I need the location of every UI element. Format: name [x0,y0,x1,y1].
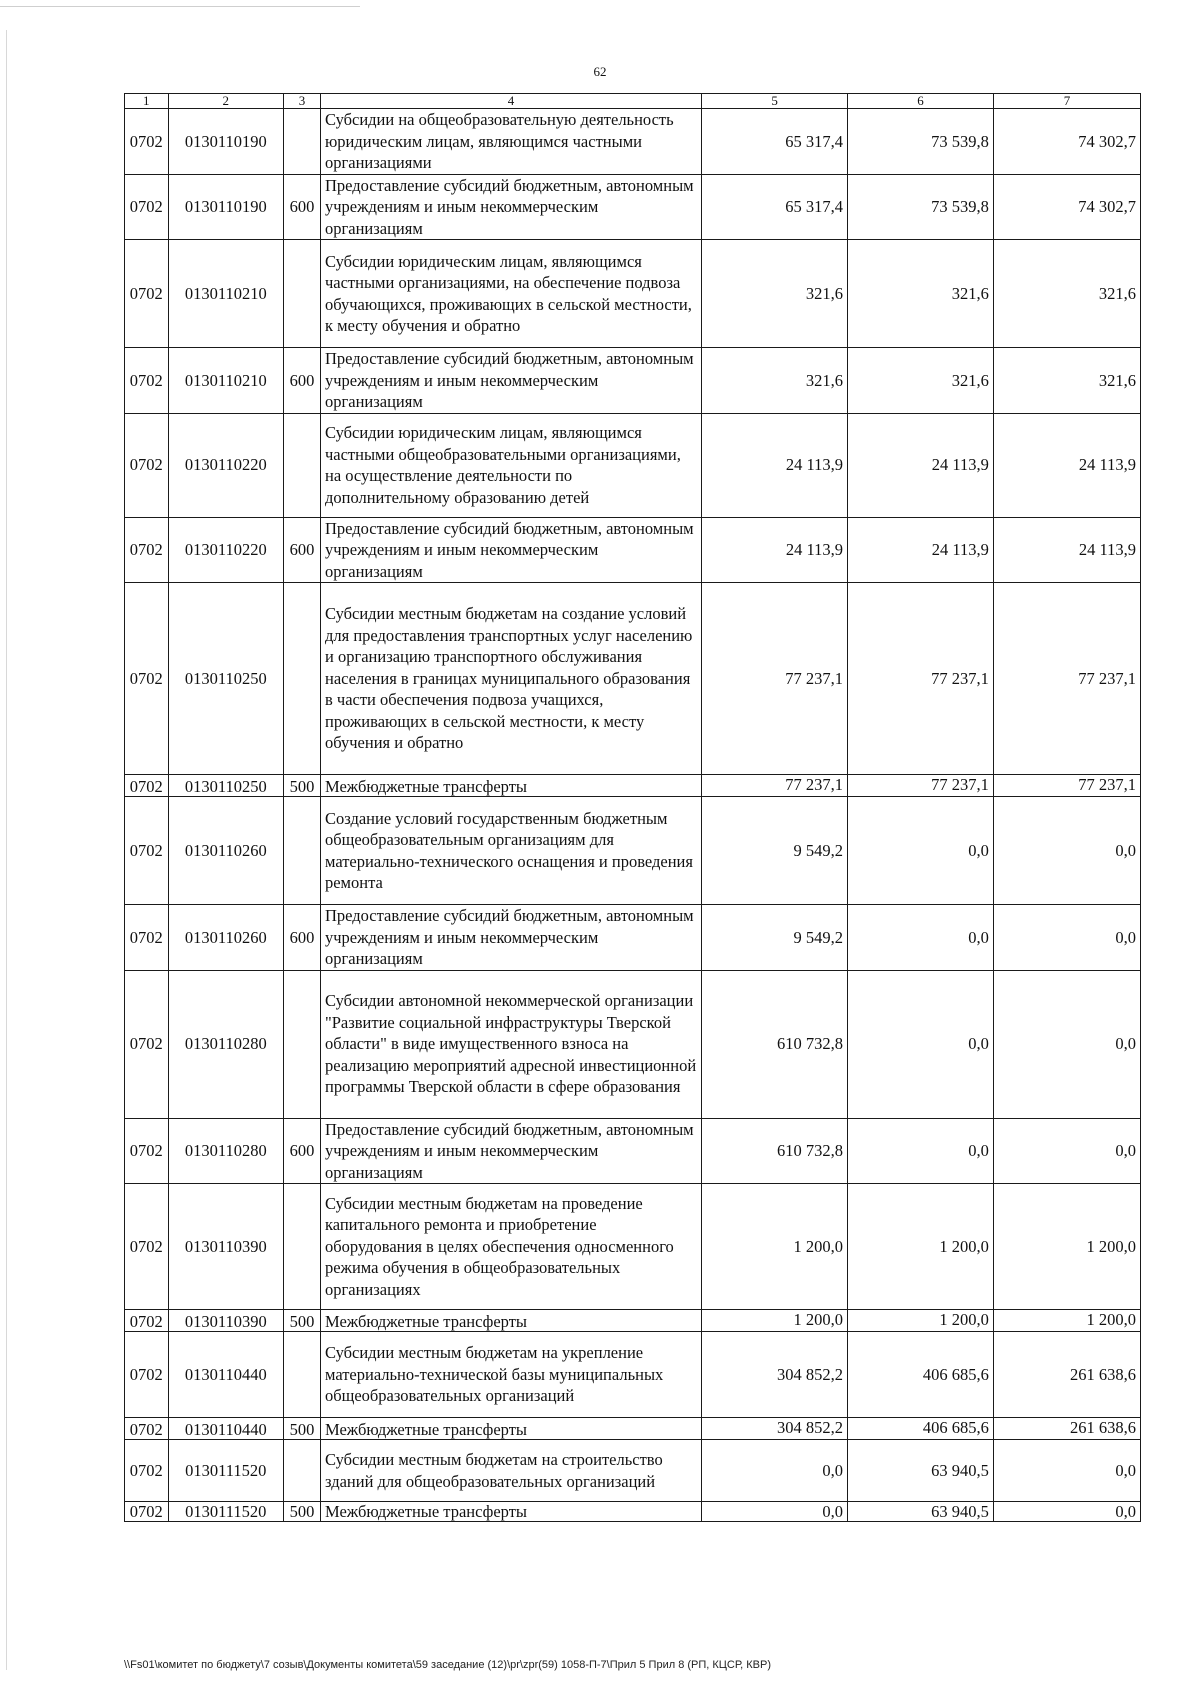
amount-col5-cell: 77 237,1 [702,775,848,797]
amount-col7-cell: 0,0 [993,970,1140,1118]
table-row [125,1332,1141,1418]
section-code-cell: 0702 [125,775,169,797]
amount-col7-cell: 321,6 [993,240,1140,348]
expense-type-cell [283,1332,320,1418]
amount-col7-cell: 77 237,1 [993,775,1140,797]
item-name-cell: Межбюджетные трансферты [320,1418,701,1440]
amount-col7-cell: 321,6 [993,348,1140,414]
section-code-cell: 0702 [125,583,169,775]
item-name-cell: Предоставление субсидий бюджетным, автономным учреждениям и иным некоммерческим организациям [320,174,701,240]
section-code-cell: 0702 [125,413,169,517]
amount-col7-cell: 24 113,9 [993,517,1140,583]
item-name-cell: Субсидии на общеобразовательную деятельность юридическим лицам, являющимся частными организациями [320,109,701,175]
column-header: 4 [320,94,701,109]
table-row [125,240,1141,348]
item-name-cell: Предоставление субсидий бюджетным, автономным учреждениям и иным некоммерческим организациям [320,348,701,414]
section-code-cell: 0702 [125,174,169,240]
item-name-cell: Субсидии автономной некоммерческой организации "Развитие социальной инфраструктуры Тверской области" в виде имущественного взноса на реализацию мероприятий адресной инвестиционной программы Тверской области в сфере образования [320,970,701,1118]
amount-col5-cell: 24 113,9 [702,517,848,583]
amount-col5-cell: 610 732,8 [702,1118,848,1184]
section-code-cell: 0702 [125,348,169,414]
expense-type-cell: 600 [283,174,320,240]
table-row [125,1118,1141,1184]
column-header: 1 [125,94,169,109]
section-code-cell: 0702 [125,1310,169,1332]
section-code-cell: 0702 [125,1440,169,1502]
target-article-cell: 0130110210 [168,240,283,348]
amount-col6-cell: 77 237,1 [848,583,994,775]
table-row [125,775,1141,797]
target-article-cell: 0130111520 [168,1502,283,1522]
item-name-cell: Предоставление субсидий бюджетным, автономным учреждениям и иным некоммерческим организациям [320,1118,701,1184]
section-code-cell: 0702 [125,1418,169,1440]
target-article-cell: 0130110440 [168,1332,283,1418]
amount-col5-cell: 1 200,0 [702,1184,848,1310]
item-name-cell: Субсидии юридическим лицам, являющимся частными организациями, на обеспечение подвоза обучающихся, проживающих в сельской местности, к месту обучения и обратно [320,240,701,348]
amount-col6-cell: 73 539,8 [848,109,994,175]
table-row [125,1502,1141,1522]
amount-col5-cell: 9 549,2 [702,905,848,971]
amount-col5-cell: 65 317,4 [702,174,848,240]
target-article-cell: 0130110250 [168,775,283,797]
amount-col7-cell: 24 113,9 [993,413,1140,517]
expense-type-cell: 500 [283,775,320,797]
amount-col5-cell: 77 237,1 [702,583,848,775]
amount-col6-cell: 1 200,0 [848,1184,994,1310]
amount-col6-cell: 24 113,9 [848,413,994,517]
expense-type-cell [283,970,320,1118]
table-row [125,413,1141,517]
target-article-cell: 0130110190 [168,109,283,175]
expense-type-cell: 500 [283,1418,320,1440]
expense-type-cell: 600 [283,348,320,414]
budget-table [124,93,1141,1522]
file-path-footer: \\Fs01\комитет по бюджету\7 созыв\Документы комитета\59 заседание (12)\pr\zpr(59) 1058-П-7\Прил 5 Прил 8 (РП, КЦСР, КВР) [124,1659,771,1671]
section-code-cell: 0702 [125,1118,169,1184]
amount-col6-cell: 321,6 [848,240,994,348]
scan-margin-line [6,30,7,1670]
table-header-row [125,94,1141,109]
target-article-cell: 0130110260 [168,797,283,905]
target-article-cell: 0130110280 [168,1118,283,1184]
target-article-cell: 0130110220 [168,413,283,517]
table-row [125,517,1141,583]
target-article-cell: 0130110260 [168,905,283,971]
table-row [125,1418,1141,1440]
expense-type-cell: 500 [283,1310,320,1332]
amount-col6-cell: 0,0 [848,1118,994,1184]
expense-type-cell [283,1184,320,1310]
section-code-cell: 0702 [125,905,169,971]
amount-col5-cell: 65 317,4 [702,109,848,175]
target-article-cell: 0130110190 [168,174,283,240]
amount-col5-cell: 0,0 [702,1440,848,1502]
item-name-cell: Субсидии местным бюджетам на строительство зданий для общеобразовательных организаций [320,1440,701,1502]
target-article-cell: 0130110390 [168,1184,283,1310]
section-code-cell: 0702 [125,240,169,348]
amount-col6-cell: 406 685,6 [848,1418,994,1440]
amount-col6-cell: 0,0 [848,970,994,1118]
table-row [125,109,1141,175]
expense-type-cell [283,1440,320,1502]
amount-col6-cell: 24 113,9 [848,517,994,583]
amount-col7-cell: 261 638,6 [993,1418,1140,1440]
amount-col7-cell: 1 200,0 [993,1184,1140,1310]
column-header: 7 [993,94,1140,109]
amount-col6-cell: 73 539,8 [848,174,994,240]
target-article-cell: 0130110220 [168,517,283,583]
table-row [125,797,1141,905]
target-article-cell: 0130110210 [168,348,283,414]
amount-col5-cell: 0,0 [702,1502,848,1522]
amount-col6-cell: 77 237,1 [848,775,994,797]
page-number: 62 [593,64,607,79]
column-header: 2 [168,94,283,109]
item-name-cell: Субсидии местным бюджетам на создание условий для предоставления транспортных услуг населению и организацию транспортного обслуживания населения в границах муниципального образования в части обеспечения подвоза учащихся, проживающих в сельской местности, к месту обучения и обратно [320,583,701,775]
item-name-cell: Межбюджетные трансферты [320,1502,701,1522]
amount-col7-cell: 261 638,6 [993,1332,1140,1418]
amount-col7-cell: 77 237,1 [993,583,1140,775]
amount-col7-cell: 0,0 [993,1440,1140,1502]
amount-col7-cell: 0,0 [993,905,1140,971]
expense-type-cell [283,583,320,775]
amount-col7-cell: 0,0 [993,797,1140,905]
expense-type-cell: 600 [283,905,320,971]
item-name-cell: Предоставление субсидий бюджетным, автономным учреждениям и иным некоммерческим организациям [320,905,701,971]
scan-artifact-line [0,6,360,7]
section-code-cell: 0702 [125,1184,169,1310]
table-row [125,348,1141,414]
amount-col5-cell: 304 852,2 [702,1332,848,1418]
target-article-cell: 0130110390 [168,1310,283,1332]
item-name-cell: Межбюджетные трансферты [320,1310,701,1332]
amount-col7-cell: 74 302,7 [993,174,1140,240]
target-article-cell: 0130110280 [168,970,283,1118]
amount-col6-cell: 1 200,0 [848,1310,994,1332]
amount-col5-cell: 321,6 [702,348,848,414]
amount-col6-cell: 406 685,6 [848,1332,994,1418]
table-row [125,1184,1141,1310]
amount-col5-cell: 321,6 [702,240,848,348]
expense-type-cell: 500 [283,1502,320,1522]
section-code-cell: 0702 [125,517,169,583]
target-article-cell: 0130110250 [168,583,283,775]
expense-type-cell [283,797,320,905]
section-code-cell: 0702 [125,1502,169,1522]
target-article-cell: 0130111520 [168,1440,283,1502]
expense-type-cell [283,413,320,517]
table-body [125,109,1141,1522]
table-row [125,1310,1141,1332]
expense-type-cell: 600 [283,517,320,583]
amount-col6-cell: 63 940,5 [848,1440,994,1502]
amount-col6-cell: 0,0 [848,797,994,905]
item-name-cell: Субсидии местным бюджетам на проведение капитального ремонта и приобретение оборудования в целях обеспечения односменного режима обучения в общеобразовательных организациях [320,1184,701,1310]
item-name-cell: Создание условий государственным бюджетным общеобразовательным организациям для материально-технического оснащения и проведения ремонта [320,797,701,905]
table-row [125,970,1141,1118]
table-row [125,1440,1141,1502]
amount-col5-cell: 9 549,2 [702,797,848,905]
amount-col5-cell: 304 852,2 [702,1418,848,1440]
section-code-cell: 0702 [125,970,169,1118]
section-code-cell: 0702 [125,109,169,175]
item-name-cell: Предоставление субсидий бюджетным, автономным учреждениям и иным некоммерческим организациям [320,517,701,583]
amount-col6-cell: 63 940,5 [848,1502,994,1522]
table-row [125,583,1141,775]
column-header: 5 [702,94,848,109]
amount-col7-cell: 0,0 [993,1502,1140,1522]
section-code-cell: 0702 [125,797,169,905]
amount-col5-cell: 24 113,9 [702,413,848,517]
item-name-cell: Субсидии юридическим лицам, являющимся частными общеобразовательными организациями, на осуществление деятельности по дополнительному образованию детей [320,413,701,517]
expense-type-cell [283,109,320,175]
table-row [125,905,1141,971]
amount-col6-cell: 0,0 [848,905,994,971]
amount-col6-cell: 321,6 [848,348,994,414]
column-header: 3 [283,94,320,109]
expense-type-cell [283,240,320,348]
target-article-cell: 0130110440 [168,1418,283,1440]
table-row [125,174,1141,240]
amount-col7-cell: 0,0 [993,1118,1140,1184]
amount-col7-cell: 1 200,0 [993,1310,1140,1332]
section-code-cell: 0702 [125,1332,169,1418]
column-header: 6 [848,94,994,109]
amount-col7-cell: 74 302,7 [993,109,1140,175]
item-name-cell: Межбюджетные трансферты [320,775,701,797]
item-name-cell: Субсидии местным бюджетам на укрепление материально-технической базы муниципальных общеобразовательных организаций [320,1332,701,1418]
amount-col5-cell: 610 732,8 [702,970,848,1118]
expense-type-cell: 600 [283,1118,320,1184]
amount-col5-cell: 1 200,0 [702,1310,848,1332]
